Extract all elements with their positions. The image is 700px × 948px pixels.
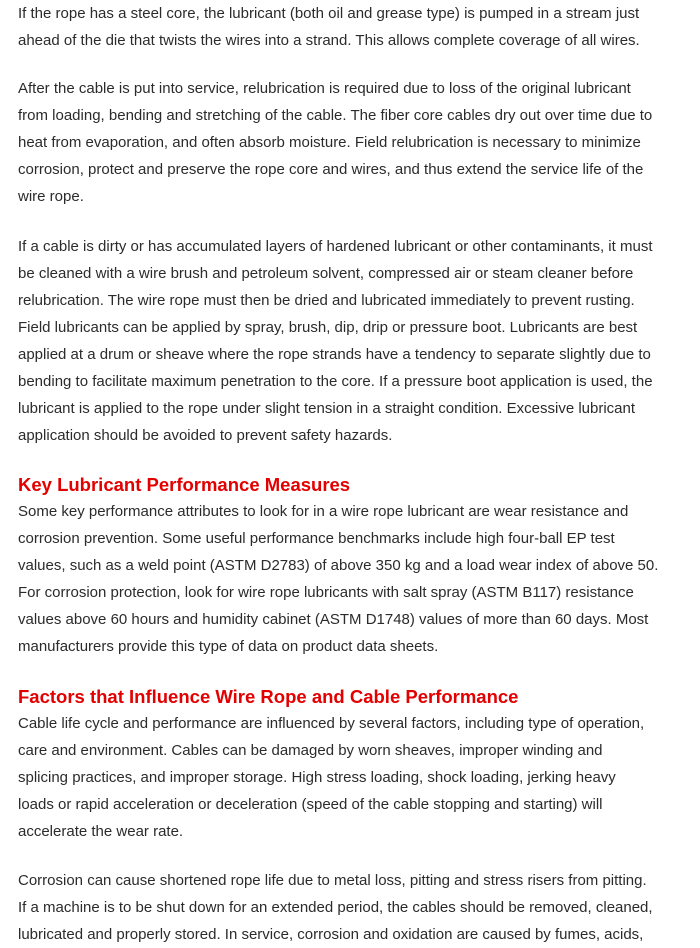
article-body xyxy=(18,0,678,948)
paragraph-performance-factors xyxy=(18,710,678,845)
text-line: manufacturers provide this type of data on product data sheets. xyxy=(18,638,439,655)
text-line: Cable life cycle and performance are influenced by several factors, including type of operation, xyxy=(18,715,645,732)
text-line: After the cable is put into service, relubrication is required due to loss of the original lubricant xyxy=(18,80,631,97)
text-line: lubricated and properly stored. In service, corrosion and oxidation are caused by fumes, acids, xyxy=(18,926,644,943)
text-line: bending to facilitate maximum penetration to the core. If a pressure boot application is used, the xyxy=(18,373,653,390)
text-line: corrosion prevention. Some useful performance benchmarks include high four-ball EP test xyxy=(18,530,615,547)
text-line: from loading, bending and stretching of the cable. The fiber core cables dry out over time due to xyxy=(18,107,653,124)
text-line: loads or rapid acceleration or deceleration (speed of the cable stopping and starting) will xyxy=(18,796,603,813)
text-line: If a cable is dirty or has accumulated layers of hardened lubricant or other contaminants, it must xyxy=(18,238,653,255)
section-heading-performance-measures: Key Lubricant Performance Measures xyxy=(18,474,351,495)
text-line: For corrosion protection, look for wire rope lubricants with salt spray (ASTM B117) resistance xyxy=(18,584,634,601)
section-heading-performance-factors: Factors that Influence Wire Rope and Cable Performance xyxy=(18,686,519,707)
text-line: wire rope. xyxy=(18,188,84,205)
paragraph-steel-core-lubrication xyxy=(18,0,678,54)
paragraph-performance-measures xyxy=(18,498,678,660)
text-line: values above 60 hours and humidity cabinet (ASTM D1748) values of more than 60 days. Most xyxy=(18,611,649,628)
text-line: values, such as a weld point (ASTM D2783) of above 350 kg and a load wear index of above 50. xyxy=(18,557,659,574)
text-line: applied at a drum or sheave where the rope strands have a tendency to separate slightly due to xyxy=(18,346,651,363)
text-line: application should be avoided to prevent safety hazards. xyxy=(18,427,393,444)
paragraph-corrosion xyxy=(18,867,678,948)
text-line: splicing practices, and improper storage. High stress loading, shock loading, jerking heavy xyxy=(18,769,616,786)
paragraph-relubrication xyxy=(18,75,678,210)
text-line: corrosion, protect and preserve the rope core and wires, and thus extend the service life of the xyxy=(18,161,644,178)
text-line: heat from evaporation, and often absorb moisture. Field relubrication is necessary to minimize xyxy=(18,134,641,151)
text-line: care and environment. Cables can be damaged by worn sheaves, improper winding and xyxy=(18,742,603,759)
text-line: relubrication. The wire rope must then be dried and lubricated immediately to prevent rusting. xyxy=(18,292,635,309)
text-line: If the rope has a steel core, the lubricant (both oil and grease type) is pumped in a stream just xyxy=(18,5,640,22)
paragraph-cleaning-and-application xyxy=(18,233,678,449)
text-line: ahead of the die that twists the wires into a strand. This allows complete coverage of all wires. xyxy=(18,32,640,49)
text-line: Field lubricants can be applied by spray, brush, dip, drip or pressure boot. Lubricants are best xyxy=(18,319,638,336)
text-line: accelerate the wear rate. xyxy=(18,823,184,840)
text-line: If a machine is to be shut down for an extended period, the cables should be removed, cleaned, xyxy=(18,899,653,916)
text-line: lubricant is applied to the rope under slight tension in a straight condition. Excessive lubricant xyxy=(18,400,636,417)
text-line: Corrosion can cause shortened rope life due to metal loss, pitting and stress risers from pitting. xyxy=(18,872,647,889)
text-line: be cleaned with a wire brush and petroleum solvent, compressed air or steam cleaner before xyxy=(18,265,634,282)
text-line: Some key performance attributes to look for in a wire rope lubricant are wear resistance and xyxy=(18,503,629,520)
